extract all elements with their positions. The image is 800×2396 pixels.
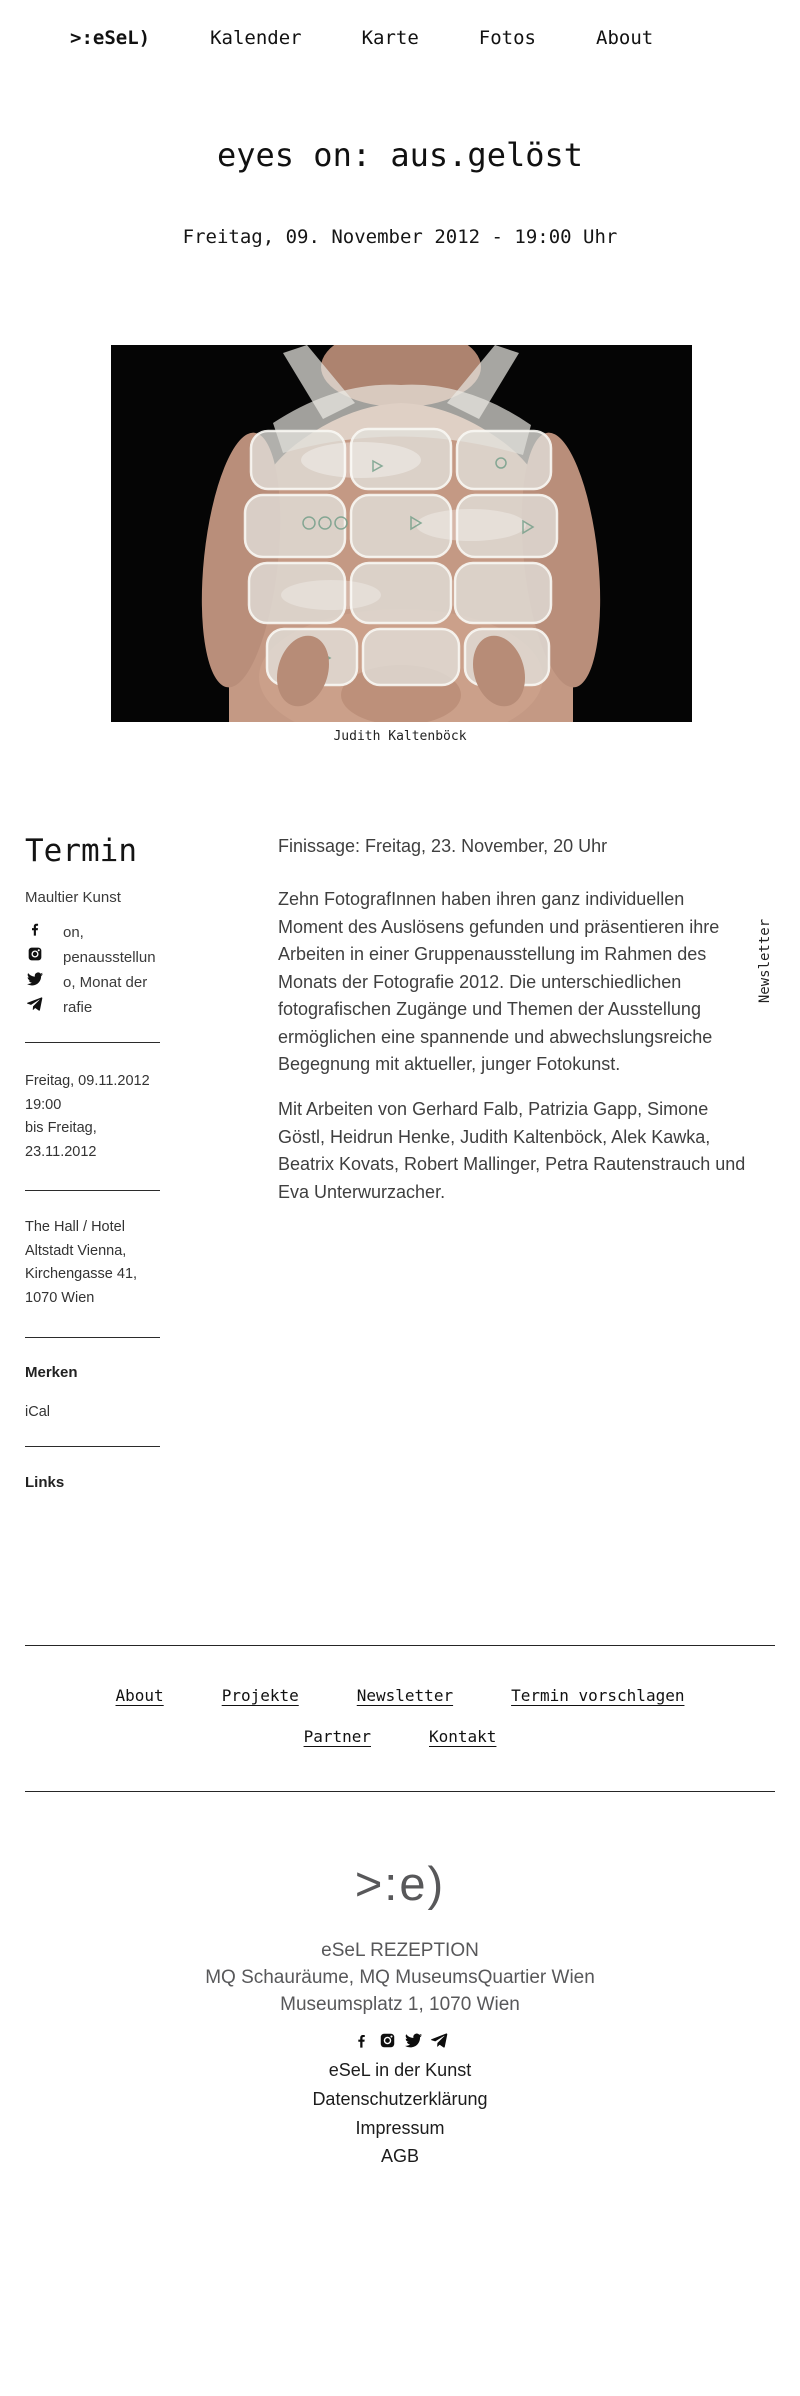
date-line: 19:00 <box>25 1096 62 1113</box>
share-icon-column <box>27 921 43 1012</box>
category-link[interactable]: Maultier Kunst <box>25 889 121 906</box>
twitter-icon[interactable] <box>405 2032 422 2049</box>
footer-address-line-1: MQ Schauräume, MQ MuseumsQuartier Wien <box>205 1967 595 1988</box>
footer-social-icons <box>0 2032 800 2049</box>
date-line: bis Freitag, <box>25 1120 97 1136</box>
footer-link-newsletter[interactable]: Newsletter <box>356 1686 454 1705</box>
text-line: Arbeiten in einer Gruppenausstellung im Rahmen des <box>278 944 707 964</box>
footer-divider-top <box>25 1645 775 1646</box>
footer-esel-logo[interactable]: >:e) <box>354 1857 446 1910</box>
text-line: fotografischen Zugänge und Themen der Ausstellung <box>278 999 701 1019</box>
footer-link-kontakt[interactable]: Kontakt <box>429 1727 497 1746</box>
sidebar-divider <box>25 1190 160 1191</box>
footer-address-line-2: Museumsplatz 1, 1070 Wien <box>280 1994 520 2015</box>
ical-link[interactable]: iCal <box>25 1404 50 1420</box>
nav-item-about[interactable]: About <box>596 27 654 49</box>
nav-item-karte[interactable]: Karte <box>361 27 419 49</box>
photo-caption: Judith Kaltenböck <box>333 729 467 744</box>
tag-fragment[interactable]: on, <box>63 924 84 941</box>
esel-logo[interactable]: >:eSeL) <box>70 27 151 49</box>
top-nav <box>70 27 653 49</box>
text-line: Eva Unterwurzacher. <box>278 1181 446 1202</box>
footer-link-partner[interactable]: Partner <box>303 1727 371 1746</box>
links-heading: Links <box>25 1474 65 1491</box>
text-line: ermöglichen eine spannende und abwechslungsreiche <box>278 1026 713 1047</box>
finissage-line: Finissage: Freitag, 23. November, 20 Uhr <box>278 836 608 856</box>
footer-link-termin-vorschlagen[interactable]: Termin vorschlagen <box>511 1686 685 1705</box>
instagram-icon[interactable] <box>379 2032 396 2049</box>
footer-link-agb[interactable]: AGB <box>380 2146 419 2166</box>
artists-paragraph <box>278 1096 745 1206</box>
footer-org: eSeL REZEPTION <box>321 1940 479 1961</box>
footer-link-impressum[interactable]: Impressum <box>355 2118 445 2138</box>
sidebar-divider <box>25 1446 160 1447</box>
text-line: Moment des Auslösens gefunden und präsentieren ihre <box>278 916 720 937</box>
text-line: Mit Arbeiten von Gerhard Falb, Patrizia Gapp, Simone <box>278 1099 709 1119</box>
footer-link-about[interactable]: About <box>115 1686 164 1705</box>
tag-fragment[interactable]: rafie <box>63 999 93 1016</box>
footer-nav-row-2 <box>0 1727 800 1746</box>
venue-line: 1070 Wien <box>25 1289 95 1306</box>
facebook-icon[interactable] <box>353 2032 370 2049</box>
sidebar-divider <box>25 1337 160 1338</box>
text-line: Begegnung mit aktueller, junger Fotokunst. <box>278 1054 621 1074</box>
footer-link-datenschutz[interactable]: Datenschutzerklärung <box>312 2089 488 2109</box>
event-datetime: Freitag, 09. November 2012 - 19:00 Uhr <box>182 226 618 248</box>
nav-item-fotos[interactable]: Fotos <box>478 27 536 49</box>
telegram-icon[interactable] <box>431 2032 448 2049</box>
termin-heading: Termin <box>25 833 137 869</box>
text-line: Beatrix Kovats, Robert Mallinger, Petra Rautenstrauch und <box>278 1154 745 1174</box>
tag-fragment[interactable]: penausstellun <box>63 949 156 966</box>
tag-list <box>63 920 156 1020</box>
sidebar-divider <box>25 1042 160 1043</box>
telegram-icon[interactable] <box>27 996 43 1012</box>
date-line: 23.11.2012 <box>25 1143 97 1160</box>
merken-heading: Merken <box>25 1364 78 1381</box>
venue-line: The Hall / Hotel <box>25 1219 125 1235</box>
venue-line: Altstadt Vienna, <box>25 1242 127 1259</box>
venue-block <box>25 1216 165 1310</box>
text-line: Zehn FotografInnen haben ihren ganz individuellen <box>278 889 685 909</box>
instagram-icon[interactable] <box>27 946 43 962</box>
footer-link-projekte[interactable]: Projekte <box>221 1686 299 1705</box>
date-line: Freitag, 09.11.2012 <box>25 1073 150 1089</box>
event-date-block <box>25 1070 165 1164</box>
newsletter-tab[interactable]: Newsletter <box>757 918 773 1004</box>
description-paragraph <box>278 886 745 1079</box>
page-title: eyes on: aus.gelöst <box>216 136 584 174</box>
facebook-icon[interactable] <box>27 921 43 937</box>
text-line: Monats der Fotografie 2012. Die unterschiedlichen <box>278 971 682 992</box>
twitter-icon[interactable] <box>27 971 43 987</box>
text-line: Göstl, Heidrun Henke, Judith Kaltenböck, Alek Kawka, <box>278 1126 711 1147</box>
event-photo <box>111 345 692 722</box>
footer-divider-bottom <box>25 1791 775 1792</box>
footer-link-esel-in-der-kunst[interactable]: eSeL in der Kunst <box>328 2060 472 2080</box>
nav-item-kalender[interactable]: Kalender <box>210 27 302 49</box>
photo-illustration <box>111 345 692 722</box>
tag-fragment[interactable]: o, Monat der <box>63 974 148 991</box>
venue-line: Kirchengasse 41, <box>25 1266 138 1282</box>
footer-nav-row-1 <box>0 1686 800 1705</box>
